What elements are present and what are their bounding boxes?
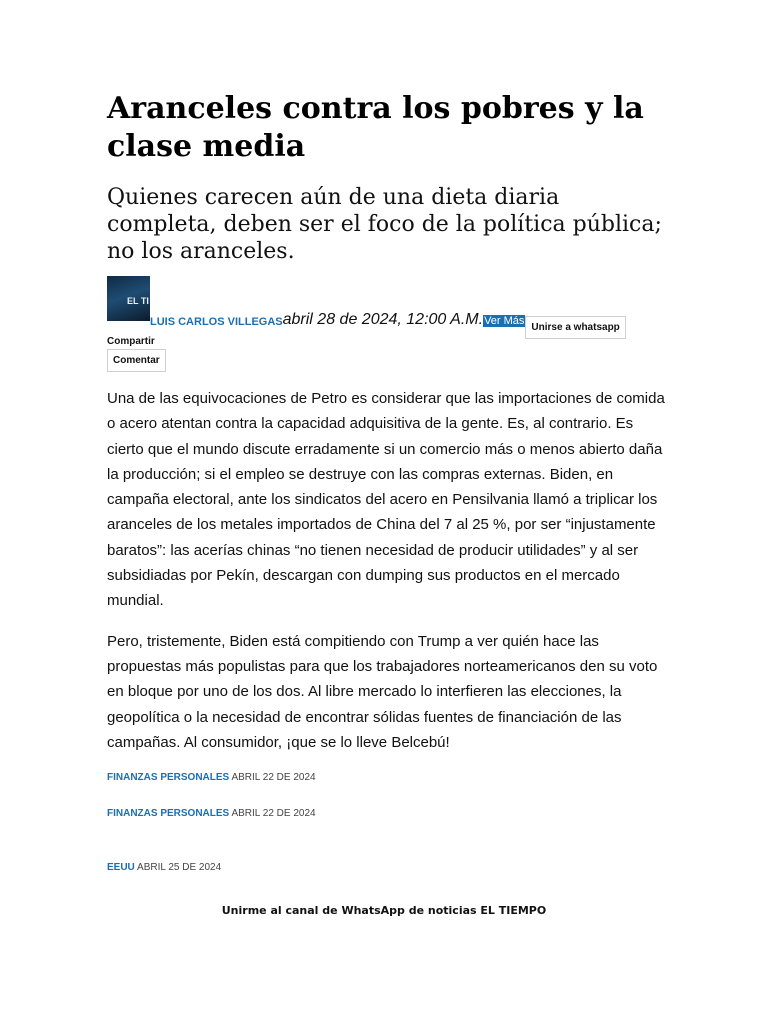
related-date: ABRIL 25 DE 2024 xyxy=(137,862,222,873)
related-date: ABRIL 22 DE 2024 xyxy=(231,808,316,819)
related-item xyxy=(107,772,316,783)
article-headline: Aranceles contra los pobres y la clase media xyxy=(107,91,644,164)
related-item xyxy=(107,862,221,873)
body-paragraph: Una de las equivocaciones de Petro es considerar que las importaciones de comida o acero atentan contra la capacidad adquisitiva de la gente. Es, al contrario. Es cierto que el mundo discute erradamente si un comercio más o menos abierto daña la producción; si el empleo se destruye con las compras externas. Biden, en campaña electoral, ante los sindicatos del acero en Pensilvania llamó a triplicar los aranceles de los metales importados de China del 7 al 25 %, por ser “injustamente baratos”: las acerías chinas “no tienen necesidad de producir utilidades” y al ser subsidiadas por Pekín, descargan con dumping sus productos en el mercado mundial. xyxy=(107,390,665,610)
related-section-link[interactable]: FINANZAS PERSONALES xyxy=(107,772,230,783)
byline xyxy=(107,276,667,333)
whatsapp-channel-link[interactable]: Unirme al canal de WhatsApp de noticias EL TIEMPO xyxy=(221,904,547,917)
related-date: ABRIL 22 DE 2024 xyxy=(231,772,316,783)
author-name-link[interactable]: LUIS CARLOS VILLEGAS xyxy=(150,316,283,328)
body-paragraph: Pero, tristemente, Biden está compitiendo con Trump a ver quién hace las propuestas más populistas para que los trabajadores norteamericanos den su voto en bloque por uno de los dos. Al libre mercado lo interfieren las elecciones, la geopolítica o la necesidad de encontrar sólidas fuentes de financiación de las campañas. Al consumidor, ¡que se lo lleve Belcebú! xyxy=(107,632,658,751)
article-subtitle: Quienes carecen aún de una dieta diaria completa, deben ser el foco de la política pública; no los aranceles. xyxy=(107,185,662,264)
related-section-link[interactable]: FINANZAS PERSONALES xyxy=(107,808,230,819)
avatar-logo-text: EL TI xyxy=(127,296,149,306)
publish-date: abril 28 de 2024, 12:00 A.M. xyxy=(282,311,484,328)
related-section-link[interactable]: EEUU xyxy=(107,862,135,873)
author-avatar[interactable] xyxy=(107,276,150,321)
comment-button[interactable]: Comentar xyxy=(107,349,166,372)
related-item xyxy=(107,808,316,819)
share-label[interactable]: Compartir xyxy=(107,336,155,347)
article xyxy=(107,90,667,755)
article-body xyxy=(107,386,667,755)
join-whatsapp-button[interactable]: Unirse a whatsapp xyxy=(525,316,625,339)
ver-mas-link[interactable]: Ver Más xyxy=(484,315,525,327)
